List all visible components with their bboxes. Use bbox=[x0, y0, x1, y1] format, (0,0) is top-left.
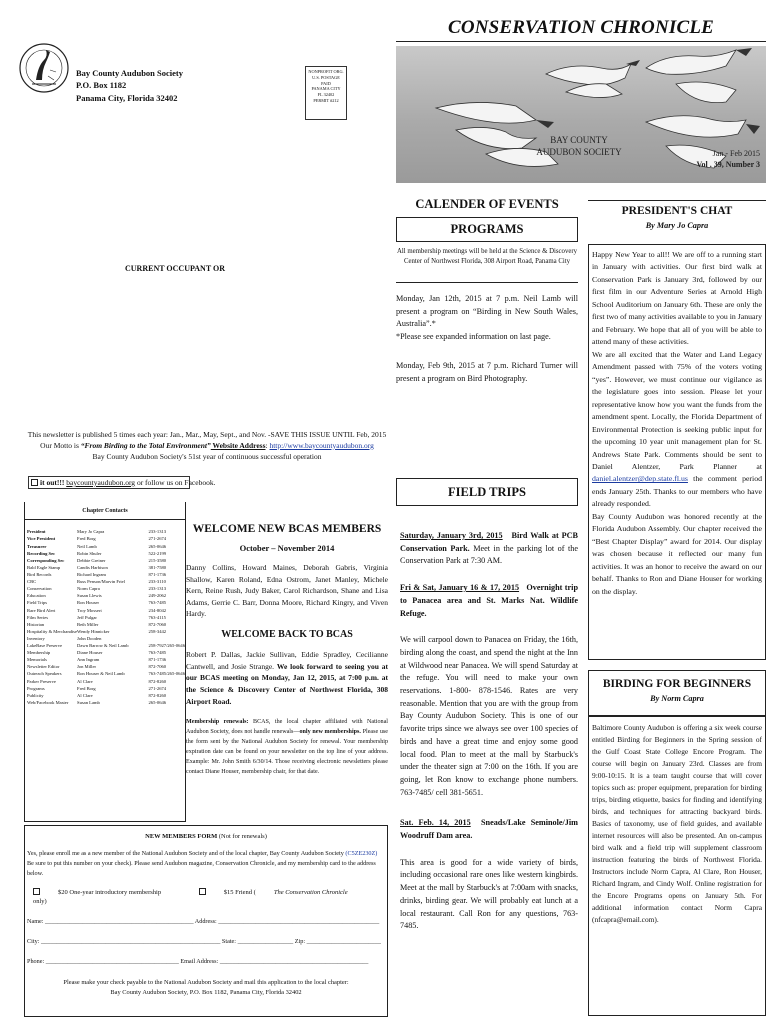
field-trips-title: FIELD TRIPS bbox=[396, 478, 578, 506]
form-title-note: (Not for renewals) bbox=[217, 833, 267, 840]
presidents-chat-header bbox=[588, 200, 766, 232]
contact-name: Fred Borg bbox=[77, 536, 96, 542]
like-url[interactable]: baycountyaudubon.org bbox=[66, 478, 136, 487]
contact-row bbox=[27, 607, 185, 614]
email-field[interactable]: ________________________________________________ bbox=[219, 958, 369, 966]
contact-phone: 215-3580 bbox=[148, 557, 167, 563]
contact-phone: 265-0646 bbox=[148, 699, 167, 705]
contact-row bbox=[27, 543, 185, 550]
program-note: *Please see expanded information on last page. bbox=[396, 332, 551, 342]
chat-paragraph-2-end: the comment period ends January 25th. Thanks to our members who have already responded. bbox=[592, 474, 762, 509]
contact-phone: 233-1313 bbox=[148, 586, 167, 592]
contact-phone: 872-7060 bbox=[148, 621, 167, 627]
like-label: it out!!! bbox=[40, 478, 65, 487]
contact-role: Publicity bbox=[27, 692, 44, 698]
society-name-line2: AUDUBON SOCIETY bbox=[536, 147, 622, 158]
phone-email-line bbox=[27, 958, 385, 966]
society-name-line1: BAY COUNTY bbox=[550, 135, 608, 145]
volume-number: Vol . 39, Number 3 bbox=[696, 160, 760, 170]
contact-role: Hospitality & Merchandise bbox=[27, 628, 78, 634]
contact-role: Recording Sec bbox=[27, 550, 56, 556]
contact-row bbox=[27, 643, 185, 650]
contact-row bbox=[27, 572, 185, 579]
programs-title: PROGRAMS bbox=[396, 217, 578, 242]
contact-phone: 249-2062 bbox=[148, 593, 167, 599]
chat-paragraph-2: We are all excited that the Water and Land Legacy Amendment passed with 75% of the voters voting “yes”. However, we must continue our vigilance as the legislature goes into session. Please let your representative know how you want the funds from the amendment spent. Locally, the Florida Department of Environmental Protection is seeking public input for the upcoming 10 year unit management plan for St. Andrews State Park. Comments should be sent to Daniel Alentzer, Park Planner at bbox=[592, 349, 762, 471]
birding-beginners-title: BIRDING FOR BEGINNERS bbox=[602, 678, 752, 690]
contact-name: Fred Borg bbox=[77, 685, 96, 691]
contact-role: Vice President bbox=[27, 536, 56, 542]
city-state-zip-line bbox=[27, 938, 385, 946]
option-friend-italic: The Conservation Chronicle bbox=[273, 889, 348, 897]
contact-row bbox=[27, 586, 185, 593]
contact-name: Richard Ingram bbox=[77, 571, 106, 577]
contact-phone: 871-1736 bbox=[148, 571, 167, 577]
trip-1 bbox=[400, 530, 578, 568]
birding-beginners-text: Baltimore County Audubon is offering a six week course entitled Birding for Beginners in the Spring session of the Gulf Coast State College Encore Program. The course will begin on January 23rd. Classes are from 9:00-10:15. It is a team taught course that will cover topics such as: proper equipment, preparation for birding trips, birding etiquette, basics for finding and identifying birds, and techniques for attracting backyard birds. Basics of taxonomy, use of field guides, and available internet resources will also be presented. An on-campus bird walk and a field trip will supplement classroom instruction featuring the birds of Northwest Florida. Instructors include Norm Capra, Al Clare, Ron Houser, Richard Ingram, and Cindy Wolf. Online registration for the Encore Programs opens on January 5th. For additional information contact Norm Capra (nfcapra@email.com). bbox=[592, 723, 762, 924]
contact-phone: 271-2674 bbox=[148, 536, 167, 542]
contact-name: Robin Shuler bbox=[77, 550, 102, 556]
form-title bbox=[25, 833, 387, 841]
name-field[interactable]: ________________________________________________ bbox=[45, 918, 194, 926]
checkbox-icon[interactable] bbox=[199, 888, 206, 895]
contact-role: Outreach Speakers bbox=[27, 671, 62, 677]
contact-phone: 872-8260 bbox=[148, 692, 167, 698]
welcome-period: October – November 2014 bbox=[239, 542, 335, 553]
new-members-list: Danny Collins, Howard Maines, Deborah Gabris, Virginia Shallow, Karen Roland, Edna Ostrom, Janet Manley, Michele Kern, Reine Rush, Judy Baker, Carol Richardson, Shane and Lisa Adams, Gerrie C. Barr, Donna Moore, Richard Kingry, and Viven Hardy. bbox=[186, 562, 388, 619]
enroll-text bbox=[27, 849, 385, 878]
contact-name: Neil Lamb bbox=[77, 543, 97, 549]
contact-row bbox=[27, 557, 185, 564]
contact-role: Historian bbox=[27, 621, 45, 627]
trip-3-text: This area is good for a wide variety of birds, including occasional rare ones like western kingbirds. Meet at the mall by Starbuck's at 7:00am with snacks, drinks, birding gear. We will probably eat lunch at a local restaurant. Call Ron for any questions, 763-7485. bbox=[400, 857, 578, 931]
contact-role: Corresponding Sec bbox=[27, 557, 65, 563]
chapter-contacts-title: Chapter Contacts bbox=[25, 502, 185, 520]
renewal-label: Membership renewals: bbox=[186, 719, 249, 726]
renewal-text-2: Please use the form sent by the National Audubon Society for renewal. Your membership expiration date can be found on your newsletter on the top line of your address. Example: Mr. John Smith 6/30/14. Those receiving electronic newsletters please contact Diane Houser, membership chair, for that date. bbox=[186, 729, 388, 776]
contact-name: Al Clare bbox=[77, 678, 93, 684]
contact-phone: 233-1313 bbox=[148, 529, 167, 535]
contact-row bbox=[27, 565, 185, 572]
pelicans-photo bbox=[396, 46, 766, 183]
contact-row bbox=[27, 550, 185, 557]
contact-role: Programs bbox=[27, 685, 45, 691]
email-label: Email Address: bbox=[178, 958, 220, 966]
calendar-section bbox=[396, 196, 578, 385]
motto-text: “From Birding to the Total Environment” bbox=[80, 440, 211, 450]
welcome-back-title: WELCOME BACK TO BCAS bbox=[221, 629, 353, 641]
contact-role: Rare Bird Alert bbox=[27, 607, 56, 613]
permit-line: NONPROFIT ORG. bbox=[308, 69, 344, 74]
trip-3-title: Sneads/Lake Seminole/Jim Woodruff Dam area. bbox=[400, 818, 579, 841]
contact-name: Dawn Barrow & Neil Lamb bbox=[77, 643, 129, 649]
chat-paragraph: Happy New Year to all!! We are off to a running start in January with activities. Our first bird walk at Conservation Park is January 3rd, followed by our first film in our Adventure Series at Arnold High School Auditorium on January 6th. These are only the first two of many activities available to you in January and February. We hope that all of you will be able to attend many of these activities. bbox=[592, 250, 762, 347]
contact-role: Inventory bbox=[27, 635, 45, 641]
birding-beginners-body bbox=[588, 716, 766, 1016]
contact-phone: 763-7485 bbox=[148, 600, 167, 606]
trip-2 bbox=[400, 582, 578, 620]
contact-row bbox=[27, 614, 185, 621]
chat-paragraph: Bay County Audubon was honored recently at the Florida Audubon Assembly. Our chapter received the “Best Chapter Display” award for 2014. Our display was chosen because it reflected our many fun activities. It was an honor to receive the award on our behalf. Thanks to Ron and Diane Houser for working on the display. bbox=[592, 511, 762, 596]
contact-name: Beth Miller bbox=[77, 621, 99, 627]
permit-line: U.S. POSTAGE bbox=[312, 74, 340, 80]
presidents-chat-byline: By Mary Jo Capra bbox=[645, 220, 709, 230]
zip-field[interactable]: ________________________ bbox=[306, 938, 381, 946]
audubon-seal-logo bbox=[18, 40, 70, 96]
option-friend-prefix: $15 Friend ( bbox=[223, 889, 256, 897]
contact-name: Ron Houser & Neil Lamb bbox=[77, 671, 125, 677]
name-address-line bbox=[27, 918, 385, 926]
renewal-text-1: BCAS, the local chapter affiliated with National Audubon Society, does not handle renewals— bbox=[186, 719, 388, 736]
renewal-notice bbox=[186, 717, 388, 777]
city-field[interactable]: __________________________________________________________ bbox=[40, 938, 221, 946]
contact-role: Memorials bbox=[27, 657, 47, 663]
issue-date: Jan - Feb 2015 bbox=[712, 149, 760, 158]
contact-name: Russ Penson/Marvin Friel bbox=[77, 579, 125, 585]
contact-row bbox=[27, 685, 185, 692]
contact-role: Conservation bbox=[27, 586, 52, 592]
contact-name: Candis Harbison bbox=[77, 564, 108, 570]
contact-phone: 872-8260 bbox=[148, 678, 167, 684]
returning-members-list: Robert P. Dallas, Jackie Sullivan, Eddie Spradley, Cecilianne Cantwell, and Josie Strange. bbox=[186, 650, 388, 671]
contact-role: Parker Preserve bbox=[27, 678, 56, 684]
program-item: Monday, Jan 12th, 2015 at 7 p.m. Neil Lamb will present a program on “Birding in New South Wales, Australia”.* bbox=[396, 294, 578, 329]
contact-name: Ron Houser bbox=[77, 600, 100, 606]
permit-line: PANAMA CITY bbox=[311, 86, 341, 92]
contact-phone: 258-3442 bbox=[148, 628, 167, 634]
motto-prefix: Our Motto is bbox=[40, 440, 81, 450]
city-label: City: bbox=[27, 938, 41, 946]
contact-name: Jeff Pulgar bbox=[77, 614, 97, 620]
return-address-line3: Panama City, Florida 32402 bbox=[76, 92, 178, 103]
phone-field[interactable]: ___________________________________________ bbox=[45, 958, 179, 966]
contact-name: Debbie Greiner bbox=[77, 557, 106, 563]
permit-line: PERMIT #212 bbox=[313, 97, 339, 103]
trip-3-date: Sat. Feb. 14, 2015 bbox=[400, 818, 471, 828]
return-address bbox=[76, 67, 183, 104]
trip-3 bbox=[400, 817, 578, 842]
like-suffix: or follow us on Facebook. bbox=[135, 478, 216, 487]
contact-phone: 763-7485/265-0646 bbox=[148, 671, 185, 677]
option-friend-suffix: only) bbox=[33, 897, 47, 905]
contact-row bbox=[27, 593, 185, 600]
contact-row bbox=[27, 693, 185, 700]
contact-row bbox=[27, 621, 185, 628]
contact-name: John Dooden bbox=[77, 635, 102, 641]
trip-2-title: Overnight trip to Panacea area and St. Marks Nat. Wildlife Refuge. bbox=[400, 583, 578, 618]
website-link[interactable]: http://www.baycountyaudubon.org bbox=[269, 440, 374, 450]
postage-permit-box bbox=[305, 66, 347, 120]
contact-name: Wendy Hinnicker bbox=[77, 628, 110, 634]
trip-2-date: Fri & Sat, January 16 & 17, 2015 bbox=[400, 583, 520, 593]
new-members-form bbox=[24, 825, 388, 1017]
years-of-operation: Bay County Audubon Society's 51st year of continuous successful operation bbox=[92, 451, 322, 461]
trip-1-title: Bird Walk at PCB Conservation Park. bbox=[400, 531, 579, 553]
chapter-contacts bbox=[24, 502, 186, 822]
programs-list bbox=[396, 293, 578, 385]
website-label: Website Address bbox=[210, 440, 266, 450]
state-label: State: bbox=[220, 938, 238, 946]
chapter-code: (C5ZE230Z) bbox=[345, 850, 378, 858]
contact-row bbox=[27, 700, 185, 707]
motto-line bbox=[26, 441, 388, 452]
program-item: Monday, Feb 9th, 2015 at 7 p.m. Richard Turner will present a program on Bird Photography. bbox=[396, 360, 578, 383]
contact-phone: 871-1736 bbox=[148, 657, 167, 663]
enroll-text-2: Be sure to put this number on your check). Please send Audubon magazine, Conservation Chronicle, and my membership card to the address below. bbox=[27, 860, 376, 877]
contact-row bbox=[27, 671, 185, 678]
contact-role: President bbox=[27, 529, 46, 535]
contact-role: Bald Eagle Stamp bbox=[27, 564, 61, 570]
calendar-title: CALENDER OF EVENTS bbox=[415, 197, 559, 211]
contact-phone: 233-3110 bbox=[148, 579, 166, 585]
birding-beginners-header bbox=[588, 670, 766, 716]
contact-row bbox=[27, 657, 185, 664]
contact-phone: 763-7485 bbox=[148, 650, 167, 656]
membership-options bbox=[33, 888, 379, 906]
contact-name: Norm Capra bbox=[77, 586, 100, 592]
return-address-line1: Bay County Audubon Society bbox=[76, 68, 183, 78]
contact-name: Mary Jo Capra bbox=[77, 529, 105, 535]
contact-name: Diane Houser bbox=[77, 650, 103, 656]
contact-phone: 271-2674 bbox=[148, 685, 167, 691]
contact-phone: 265-0646 bbox=[148, 543, 167, 549]
contact-name: Susan Lamb bbox=[77, 699, 100, 705]
contact-phone: 258-7927/265-0646 bbox=[148, 643, 185, 649]
form-footer-line2: Bay County Audubon Society, P.O. Box 1182, Panama City, Florida 32402 bbox=[110, 988, 302, 996]
programs-location-note: All membership meetings will be held at the Science & Discovery Center of Northwest Florida, 308 Airport Road, Panama City bbox=[396, 247, 578, 283]
form-title-main: NEW MEMBERS FORM bbox=[145, 833, 218, 840]
contact-name: Troy Mossert bbox=[77, 607, 102, 613]
contact-row bbox=[27, 529, 185, 536]
contact-phone: 381-7580 bbox=[148, 564, 167, 570]
publication-info bbox=[26, 430, 388, 463]
contact-role: Treasurer bbox=[27, 543, 47, 549]
phone-label: Phone: bbox=[27, 958, 46, 966]
state-field[interactable]: __________________ bbox=[237, 938, 294, 946]
contact-role: Bird Records bbox=[27, 571, 52, 577]
contact-row bbox=[27, 629, 185, 636]
contact-row bbox=[27, 636, 185, 643]
contact-role: Membership bbox=[27, 650, 51, 656]
check-box-icon bbox=[31, 479, 38, 486]
welcome-back-text bbox=[186, 649, 388, 707]
checkbox-icon[interactable] bbox=[33, 888, 40, 895]
contact-role: Field Trips bbox=[27, 600, 48, 606]
trip-1-date: Saturday, January 3rd, 2015 bbox=[400, 531, 503, 540]
name-label: Name: bbox=[27, 918, 46, 926]
permit-line: FL 32402 bbox=[317, 92, 335, 98]
option-intro-label: $20 One-year introductory membership bbox=[58, 889, 162, 897]
form-footer bbox=[25, 978, 387, 997]
welcome-title: WELCOME NEW BCAS MEMBERS bbox=[192, 523, 382, 535]
birding-beginners-byline: By Norm Capra bbox=[650, 693, 704, 703]
contact-role: CBC bbox=[27, 579, 37, 585]
contact-phone: 234-8042 bbox=[148, 607, 167, 613]
contact-phone bbox=[149, 636, 186, 643]
presidents-chat-body bbox=[588, 244, 766, 660]
contact-row bbox=[27, 664, 185, 671]
publication-schedule: This newsletter is published 5 times each year: Jan., Mar., May, Sept., and Nov. -SAVE THIS ISSUE UNTIL Feb, 2015 bbox=[27, 430, 387, 439]
welcome-section bbox=[186, 522, 388, 778]
trip-2-text: We will carpool down to Panacea on Friday, the 16th, birding along the coast, and spend the night at the Inn at Wildwood near Panacea. We will spend Saturday at the refuge. You will need to make your own reservations. 1-800- 878-1546. Rates are very reasonable. Mention that you are with the group from Bay County Audubon Society. This is one of our favorite trips since we always see over 100 species of birds and have a great time and enjoy some good local food. Plan to meet at the mall by Starbuck's under the theater sign at 7:00 on the 16th. If you are going, let Ron know to exchange phone numbers. 763-7485/ cell 381-5651. bbox=[400, 635, 578, 797]
contact-row bbox=[27, 678, 185, 685]
planner-email-link[interactable]: daniel.alentzer@dep.state.fl.us bbox=[592, 474, 688, 484]
contact-role: Film Series bbox=[27, 614, 49, 620]
zip-label: Zip: bbox=[293, 938, 307, 946]
address-field[interactable]: ____________________________________________________ bbox=[218, 918, 380, 926]
contact-role: Newsletter Editor bbox=[27, 664, 60, 670]
newsletter-title: CONSERVATION CHRONICLE bbox=[396, 16, 766, 42]
trip-1-text: Meet in the parking lot of the Conservation Park at 7:30 AM. bbox=[400, 543, 578, 566]
option-intro-membership[interactable] bbox=[33, 889, 179, 896]
contact-phone: 763-4115 bbox=[148, 614, 166, 620]
contact-name: Al Clare bbox=[77, 692, 93, 698]
return-address-line2: P.O. Box 1182 bbox=[76, 80, 127, 91]
chapter-contacts-table bbox=[27, 529, 185, 707]
contact-row bbox=[27, 600, 185, 607]
contact-row bbox=[27, 579, 185, 586]
contact-role: Web/Facebook Master bbox=[27, 699, 69, 705]
contact-name: Susan Llewis bbox=[77, 593, 102, 599]
meeting-invitation: We look forward to seeing you at our BCAS meeting on Monday, Jan 12, 2015, at 7:00 p.m. at the Science & Discovery Center of Northwest Florida, 308 Airport Road. bbox=[186, 661, 388, 706]
contact-name: Jon Miller bbox=[77, 664, 97, 670]
chat-paragraph bbox=[592, 349, 762, 511]
website-colon: : bbox=[265, 440, 270, 450]
renewal-bold: only new memberships. bbox=[299, 729, 361, 736]
enroll-text-1: Yes, please enroll me as a new member of the National Audubon Society and of the local chapter, Bay County Audubon Society bbox=[27, 850, 346, 858]
facebook-follow-box bbox=[28, 476, 216, 489]
field-trips-list bbox=[400, 522, 578, 933]
contact-role: Education bbox=[27, 593, 46, 599]
contact-name: Ann Ingram bbox=[77, 657, 100, 663]
contact-phone: 872-7060 bbox=[148, 664, 167, 670]
contact-phone: 522-2199 bbox=[148, 550, 167, 556]
contact-role: LakeBase Preserve bbox=[27, 643, 63, 649]
presidents-chat-title: PRESIDENT'S CHAT bbox=[588, 200, 766, 219]
permit-line: PAID bbox=[321, 80, 331, 86]
current-occupant-label: CURRENT OCCUPANT OR bbox=[125, 264, 226, 273]
form-footer-line1: Please make your check payable to the National Audubon Society and mail this application to the local chapter: bbox=[63, 979, 349, 987]
contact-row bbox=[27, 650, 185, 657]
contact-row bbox=[27, 536, 185, 543]
address-label: Address: bbox=[193, 918, 219, 926]
